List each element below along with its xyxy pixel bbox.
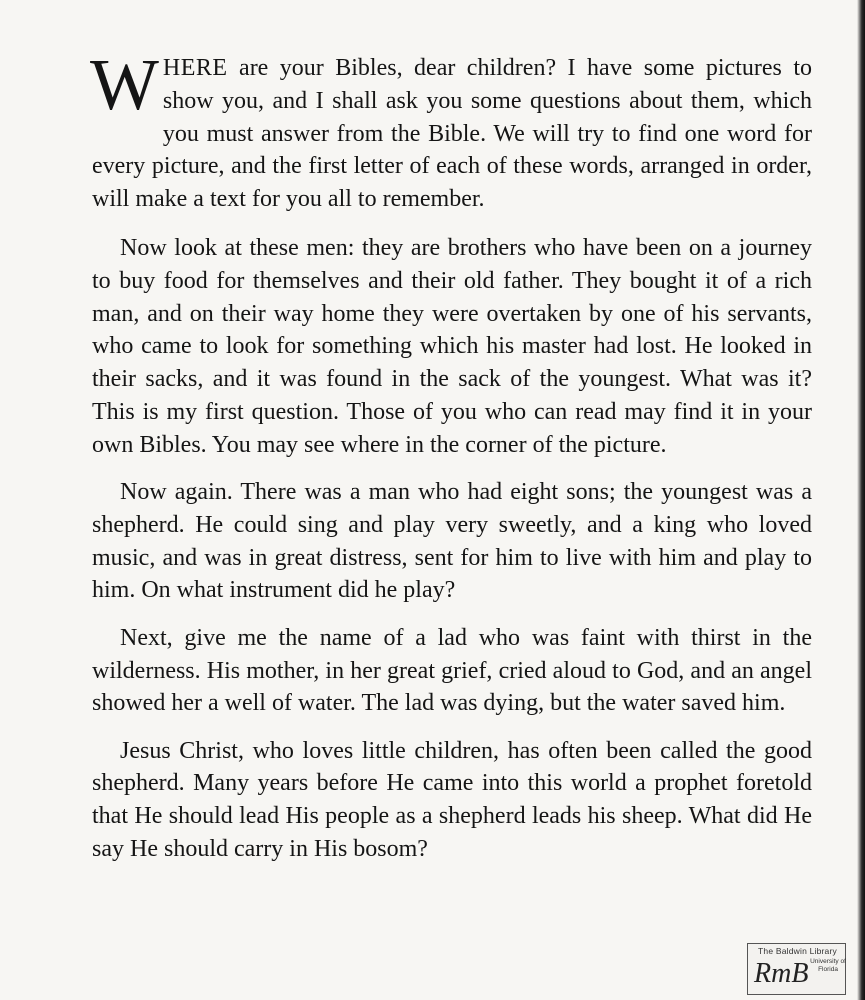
paragraph-2: Now look at these men: they are brothers who have been on a journey to buy food for themselves and their old father. They bought it of a rich man, and on their way home they were overtaken by one of his servants, who came to look for something which his master had lost. He looked in their sacks, and it was found in the sack of the youngest. What was it? This is my first question. Those of you who can read may find it in your own Bibles. You may see where in the corner of the picture.	[92, 234, 812, 458]
library-stamp	[747, 943, 846, 995]
drop-cap: W	[90, 44, 159, 125]
lead-caps: HERE	[162, 55, 228, 81]
stamp-logo: RmB	[754, 958, 809, 989]
stamp-title: The Baldwin Library	[758, 946, 837, 956]
page-text	[90, 44, 812, 880]
stamp-subtitle: University of Florida	[810, 958, 846, 973]
paragraph-4: Next, give me the name of a lad who was faint with thirst in the wilderness. His mother, in her great grief, cried aloud to God, and an angel showed her a well of water. The lad was dying, but the water saved him.	[92, 624, 812, 717]
paragraph-1	[90, 44, 812, 216]
paragraph-5: Jesus Christ, who loves little children, has often been called the good shepherd. Many years before He came into this world a prophet foretold that He should lead His people as a shepherd leads his sheep. What did He say He should carry in His bosom?	[92, 737, 812, 863]
paragraph-3: Now again. There was a man who had eight sons; the youngest was a shepherd. He could sing and play very sweetly, and a king who loved music, and was in great distress, sent for him to live with him and play to him. On what instrument did he play?	[92, 479, 812, 604]
page-edge-shadow	[857, 0, 865, 1000]
paragraph-1-text: are your Bibles, dear children? I have some pictures to show you, and I shall ask you some questions about them, which you must answer from the Bible. We will try to find one word for every picture, and the first letter of each of these words, arranged in order, will make a text for you all to remember.	[92, 55, 812, 213]
